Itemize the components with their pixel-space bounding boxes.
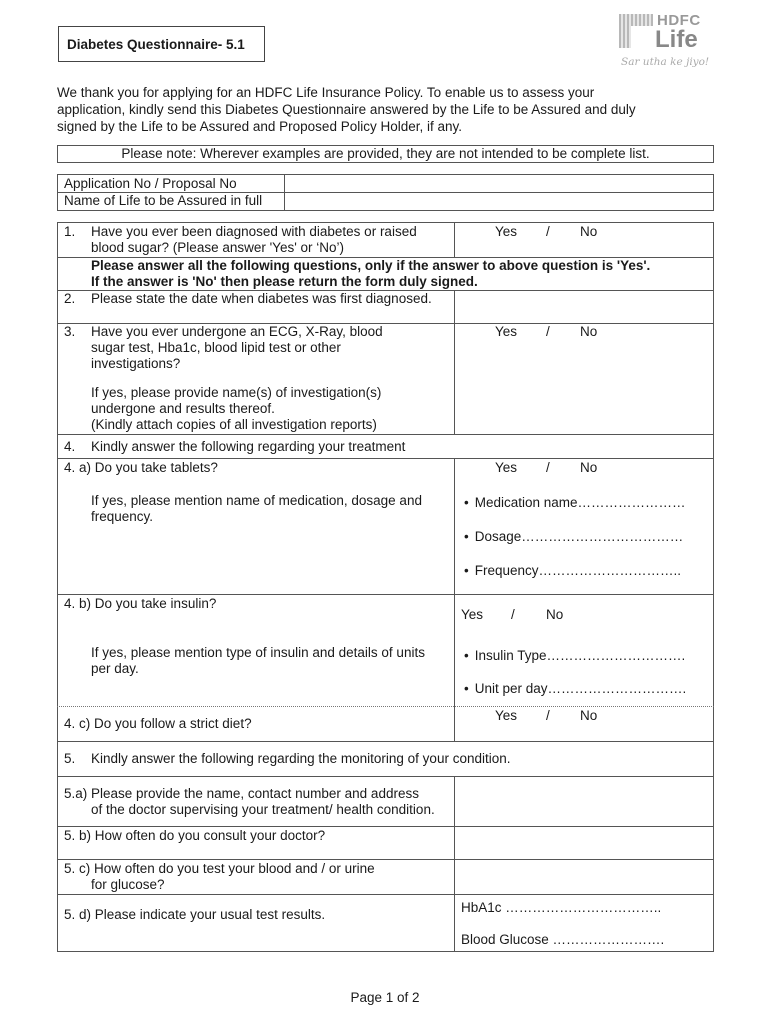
note-box: [57, 145, 714, 163]
q4a-no[interactable]: No: [580, 460, 598, 475]
q4-number: 4.: [64, 439, 76, 454]
q4b-text: 4. b) Do you take insulin?: [64, 596, 217, 611]
q4b-no[interactable]: No: [546, 607, 564, 622]
q3-followup-1: If yes, please provide name(s) of investigation(s): [91, 385, 382, 400]
q1-line-2: blood sugar? (Please answer 'Yes' or ‘No’): [91, 240, 345, 255]
logo-sub: Life: [655, 26, 698, 53]
q1-separator: /: [546, 224, 550, 239]
q2-answer-field[interactable]: [456, 291, 712, 322]
q1-number: 1.: [64, 224, 76, 239]
logo-tagline: Sar utha ke jiyo!: [621, 56, 710, 68]
unit-per-day-field[interactable]: • Unit per day………………………….: [464, 681, 686, 697]
intro-line-1: We thank you for applying for an HDFC Life Insurance Policy. To enable us to assess your: [57, 85, 595, 100]
q3-no[interactable]: No: [580, 324, 598, 339]
blood-glucose-field[interactable]: Blood Glucose …………………….: [461, 932, 665, 947]
q5c-answer-field[interactable]: [456, 860, 712, 893]
q1-line-1: Have you ever been diagnosed with diabetes or raised: [91, 224, 417, 239]
divider: [57, 458, 714, 459]
q3-line-3: investigations?: [91, 356, 181, 371]
logo-brand: HDFC: [657, 12, 701, 29]
divider: [454, 458, 455, 741]
q2-text: Please state the date when diabetes was first diagnosed.: [91, 291, 432, 306]
instruction-line-2: If the answer is 'No' then please return the form duly signed.: [91, 274, 478, 289]
q4c-no[interactable]: No: [580, 708, 598, 723]
logo-mark-icon: [619, 14, 653, 48]
q4a-text: 4. a) Do you take tablets?: [64, 460, 218, 475]
form-title-box: [58, 26, 265, 62]
q2-number: 2.: [64, 291, 76, 306]
note-text: Please note: Wherever examples are provided, they are not intended to be complete list.: [121, 146, 650, 161]
q4c-text: 4. c) Do you follow a strict diet?: [64, 716, 252, 731]
divider: [454, 776, 455, 952]
divider: [57, 706, 714, 707]
q3-separator: /: [546, 324, 550, 339]
page-number: Page 1 of 2: [350, 990, 420, 1005]
q1-yes[interactable]: Yes: [495, 224, 518, 239]
q4c-separator: /: [546, 708, 550, 723]
q4a-yes[interactable]: Yes: [495, 460, 518, 475]
q4b-yes[interactable]: Yes: [461, 607, 484, 622]
q3-number: 3.: [64, 324, 76, 339]
divider: [454, 222, 455, 257]
app-no-field[interactable]: [286, 175, 712, 191]
name-field[interactable]: [286, 193, 712, 210]
q4b-followup-2: per day.: [91, 661, 139, 676]
q4a-followup-2: frequency.: [91, 509, 154, 524]
q3-yes[interactable]: Yes: [495, 324, 518, 339]
intro-line-3: signed by the Life to be Assured and Proposed Policy Holder, if any.: [57, 119, 462, 134]
q3-line-2: sugar test, Hba1c, blood lipid test or other: [91, 340, 341, 355]
q4a-separator: /: [546, 460, 550, 475]
dosage-field[interactable]: • Dosage………………………………: [464, 529, 683, 545]
q4-text: Kindly answer the following regarding your treatment: [91, 439, 406, 454]
q4b-separator: /: [511, 607, 515, 622]
app-no-label: Application No / Proposal No: [64, 176, 237, 191]
q4c-yes[interactable]: Yes: [495, 708, 518, 723]
q5b-answer-field[interactable]: [456, 827, 712, 858]
divider: [57, 594, 714, 595]
q5a-line-2: of the doctor supervising your treatment/ health condition.: [91, 802, 435, 817]
q5b-text: 5. b) How often do you consult your doctor?: [64, 828, 326, 843]
divider: [57, 894, 714, 895]
q5a-line-1: 5.a) Please provide the name, contact number and address: [64, 786, 419, 801]
q3-followup-3: (Kindly attach copies of all investigation reports): [91, 417, 377, 432]
divider: [454, 290, 455, 434]
q5c-line-2: for glucose?: [91, 877, 165, 892]
q4a-followup-1: If yes, please mention name of medication, dosage and: [91, 493, 422, 508]
name-label: Name of Life to be Assured in full: [64, 193, 263, 208]
divider: [57, 741, 714, 742]
form-title: Diabetes Questionnaire- 5.1: [67, 37, 245, 52]
insulin-type-field[interactable]: • Insulin Type………………………….: [464, 648, 685, 664]
q5-number: 5.: [64, 751, 76, 766]
divider: [57, 434, 714, 435]
q5-text: Kindly answer the following regarding the monitoring of your condition.: [91, 751, 511, 766]
q5c-line-1: 5. c) How often do you test your blood and / or urine: [64, 861, 375, 876]
q1-no[interactable]: No: [580, 224, 598, 239]
frequency-field[interactable]: • Frequency…………………………..: [464, 563, 681, 579]
divider: [284, 174, 285, 211]
q3-followup-2: undergone and results thereof.: [91, 401, 275, 416]
hba1c-field[interactable]: HbA1c ……………………………..: [461, 900, 662, 915]
intro-line-2: application, kindly send this Diabetes Questionnaire answered by the Life to be Assured and duly: [57, 102, 636, 117]
q5a-answer-field[interactable]: [456, 777, 712, 825]
q3-line-1: Have you ever undergone an ECG, X-Ray, blood: [91, 324, 383, 339]
instruction-line-1: Please answer all the following questions, only if the answer to above question is 'Yes'.: [91, 258, 651, 273]
medication-name-field[interactable]: • Medication name……………………: [464, 495, 686, 511]
q5d-text: 5. d) Please indicate your usual test results.: [64, 907, 326, 922]
q4b-followup-1: If yes, please mention type of insulin and details of units: [91, 645, 425, 660]
